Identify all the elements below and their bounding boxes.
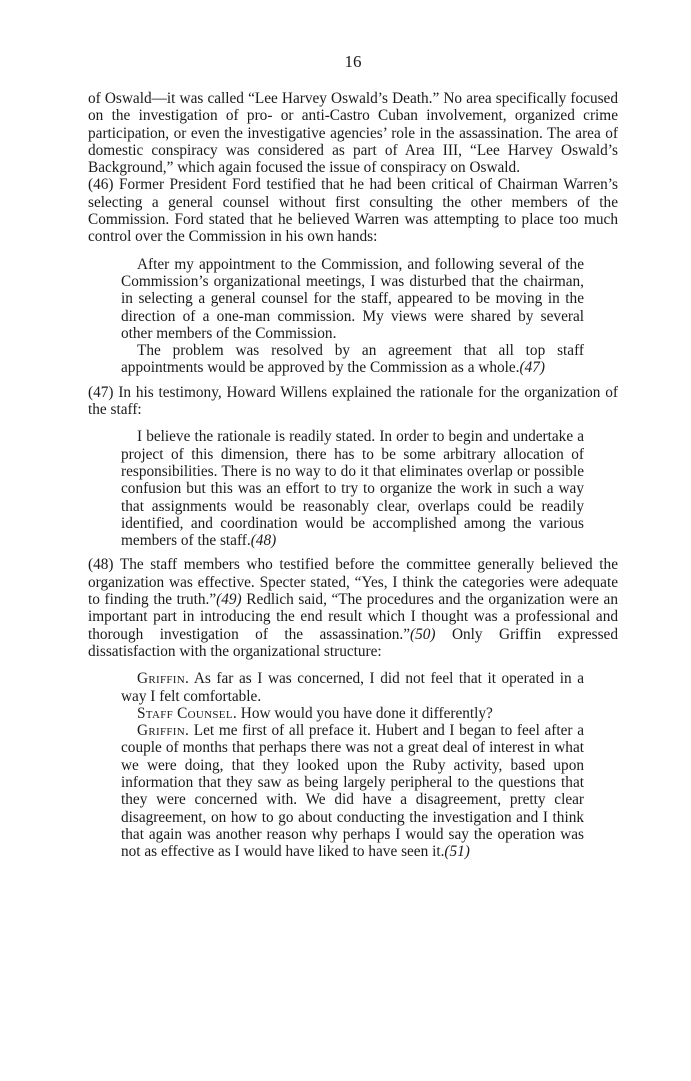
footnote-ref: (48) — [250, 532, 277, 550]
paragraph-47 — [88, 384, 618, 419]
footnote-ref: (49) — [216, 591, 242, 609]
dialogue-text: How would you have done it differently? — [236, 704, 493, 722]
dialogue-line — [121, 670, 584, 705]
quote-paragraph — [121, 342, 584, 377]
document-page — [88, 52, 618, 867]
dialogue-line — [121, 722, 584, 860]
paragraph-number: (48) — [88, 556, 114, 574]
dialogue-text: As far as I was concerned, I did not feel that it operated in a way I felt comfortable. — [121, 670, 584, 705]
paragraph-46 — [88, 176, 618, 245]
paragraph-text: The staff members who testified before the committee generally believed the organization was effective. Specter stated, “Yes, I think the categories were adequate to finding the truth.” — [88, 556, 618, 609]
paragraph-text: Redlich said, “The procedures and the organization were an important part in introducing the end result which I thought was a professional and thorough investigation of the assassination.” — [88, 591, 618, 643]
speaker-label: Griffin. — [137, 722, 190, 740]
footnote-ref: (50) — [410, 625, 436, 643]
block-quote-willens — [121, 428, 584, 549]
quote-paragraph: After my appointment to the Commission, and following several of the Commission’s organizational meetings, I was disturbed that the chairman, in selecting a general counsel for the staff, appeared to be moving in the direction of a one-man commission. My views were shared by several other members of the Commission. — [121, 255, 584, 342]
block-quote-ford — [121, 256, 584, 377]
paragraph-continuation: of Oswald—it was called “Lee Harvey Oswald’s Death.” No area specifically focused on the investigation of pro- or anti-Castro Cuban involvement, organized crime participation, or even the investigative agencies’ role in the assassination. The area of domestic conspiracy was considered as part of Area III, “Lee Harvey Oswald’s Background,” which again focused the issue of conspiracy on Oswald. — [88, 90, 618, 177]
block-quote-griffin — [121, 670, 584, 860]
footnote-ref: (47) — [519, 359, 546, 377]
quote-text: The problem was resolved by an agreement that all top staff appointments would be approved by the Commission as a whole. — [121, 342, 584, 377]
paragraph-text: Former President Ford testified that he had been critical of Chairman Warren’s selecting a general counsel without first consulting the other members of the Commission. Ford stated that he believed Warren was attempting to place too much control over the Commission in his own hands: — [88, 176, 618, 246]
paragraph-text: In his testimony, Howard Willens explained the rationale for the organization of the staff: — [88, 383, 618, 419]
speaker-label: Staff Counsel. — [137, 704, 237, 722]
paragraph-48 — [88, 556, 618, 660]
quote-text: I believe the rationale is readily stated. In order to begin and undertake a project of this dimension, there has to be some arbitrary allocation of responsibilities. There is no way to do it that eliminates overlap or possible confusion but this was an effort to try to organize the work in such a way that assignments would be reasonably clear, overlaps could be readily identified, and coordination would be accomplished among the various members of the staff. — [121, 428, 584, 550]
footnote-ref: (51) — [444, 843, 470, 861]
paragraph-number: (46) — [88, 176, 114, 194]
paragraph-number: (47) — [88, 383, 114, 401]
speaker-label: Griffin. — [137, 670, 190, 688]
paragraph-text: Only Griffin expressed dissatisfaction with the organizational structure: — [88, 625, 618, 660]
page-number: 16 — [344, 52, 362, 71]
dialogue-line — [121, 705, 584, 722]
dialogue-text: Let me first of all preface it. Hubert and I began to feel after a couple of months that perhaps there was not a great deal of interest in what we were doing, that they looked upon the Ruby activity, based upon information that they saw as being largely peripheral to the questions that they were concerned with. We did have a disagreement, pretty clear disagreement, on how to go about conducting the investigation and I think that again was another reason why perhaps I would say the operation was not as effective as I would have liked to have seen it. — [121, 722, 584, 861]
quote-paragraph — [121, 428, 584, 549]
